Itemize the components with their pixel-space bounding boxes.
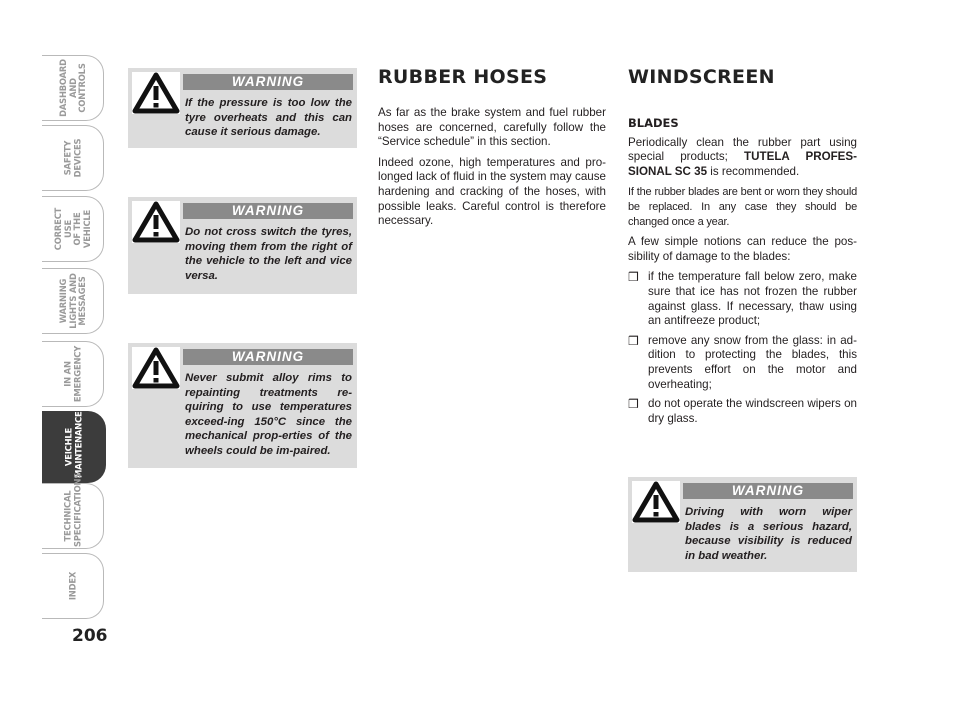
- tab-technical-specifications[interactable]: [42, 472, 104, 549]
- tab-label: TECHNICAL SPECIFICATIONS: [62, 472, 82, 547]
- warning-triangle-icon: [132, 347, 180, 389]
- tab-label: INDEX: [66, 571, 77, 601]
- section-title-rubber-hoses: RUBBER HOSES: [378, 66, 548, 88]
- warning-text: Driving with worn wiper blades is a serious hazard, because visibility is reduced in bad weather.: [685, 506, 852, 562]
- warning-banner: WARNING: [683, 483, 853, 499]
- warning-text: If the pressure is too low the tyre overheats and this can cause it serious damage.: [185, 97, 352, 138]
- tab-dashboard-and-controls[interactable]: [42, 55, 104, 121]
- warning-text: Do not cross switch the tyres, moving them from the right of the vehicle to the left and vice versa.: [185, 226, 352, 282]
- warning-banner: WARNING: [183, 203, 353, 219]
- checkbox-bullet-icon: ❒: [628, 333, 639, 348]
- warning-triangle-icon: [132, 201, 180, 243]
- tab-correct-use[interactable]: [42, 196, 104, 262]
- tab-label: VEICHLE MAINTENANCE: [63, 411, 83, 478]
- tab-label: DASHBOARD AND CONTROLS: [57, 59, 87, 117]
- tab-label: IN AN EMERGENCY: [62, 345, 82, 403]
- windscreen-body: [628, 116, 857, 431]
- warning-triangle-icon: [132, 72, 180, 114]
- page-number: 206: [72, 626, 108, 646]
- warning-triangle-icon: [632, 481, 680, 523]
- tab-label: SAFETY DEVICES: [62, 138, 82, 178]
- checkbox-bullet-icon: ❒: [628, 270, 639, 285]
- paragraph: Indeed ozone, high temperatures and pro-longed lack of fluid in the system may cause hardening and cracking of the hoses, with possible leaks. Careful control is therefore necessary.: [378, 155, 606, 228]
- warning-box: [628, 477, 857, 572]
- warning-box: [128, 68, 357, 148]
- subtitle-blades: BLADES: [628, 116, 679, 130]
- paragraph: As far as the brake system and fuel rubber hoses are concerned, carefully follow the “Service schedule” in this section.: [378, 106, 606, 149]
- warning-text: Never submit alloy rims to repainting treatments re-quiring to use temperatures exceed-ing 150°C since the mechanical prop-erties of the wheels could be im-paired.: [185, 372, 352, 457]
- checkbox-bullet-icon: ❒: [628, 397, 639, 412]
- list-item: ❒ do not operate the windscreen wipers on dry glass.: [628, 397, 857, 425]
- paragraph: A few simple notions can reduce the pos-sibility of damage to the blades:: [628, 235, 857, 263]
- tab-label: CORRECT USE OF THE VEHICLE: [52, 207, 91, 251]
- tab-index[interactable]: [42, 553, 104, 619]
- tab-in-an-emergency[interactable]: [42, 341, 104, 407]
- list-item: ❒ if the temperature fall below zero, make sure that ice has not frozen the rubber against glass. If necessary, thaw using an antifreeze product;: [628, 270, 857, 328]
- tab-safety-devices[interactable]: [42, 125, 104, 191]
- list-item: ❒ remove any snow from the glass: in ad-dition to protecting the blades, this prevents effort on the motor and overheating;: [628, 333, 857, 391]
- tab-warning-lights[interactable]: [42, 268, 104, 334]
- warning-box: [128, 343, 357, 468]
- warning-banner: WARNING: [183, 349, 353, 365]
- tab-label: WARNING LIGHTS AND MESSAGES: [57, 273, 87, 329]
- warning-box: [128, 197, 357, 294]
- rubber-hoses-body: [378, 106, 606, 235]
- section-title-windscreen: WINDSCREEN: [628, 66, 775, 88]
- paragraph: If the rubber blades are bent or worn they should be replaced. In any case they should be changed once a year.: [628, 186, 857, 228]
- paragraph: Periodically clean the rubber part using special products; TUTELA PROFES-SIONAL SC 35 is recommended.: [628, 135, 857, 178]
- warning-banner: WARNING: [183, 74, 353, 90]
